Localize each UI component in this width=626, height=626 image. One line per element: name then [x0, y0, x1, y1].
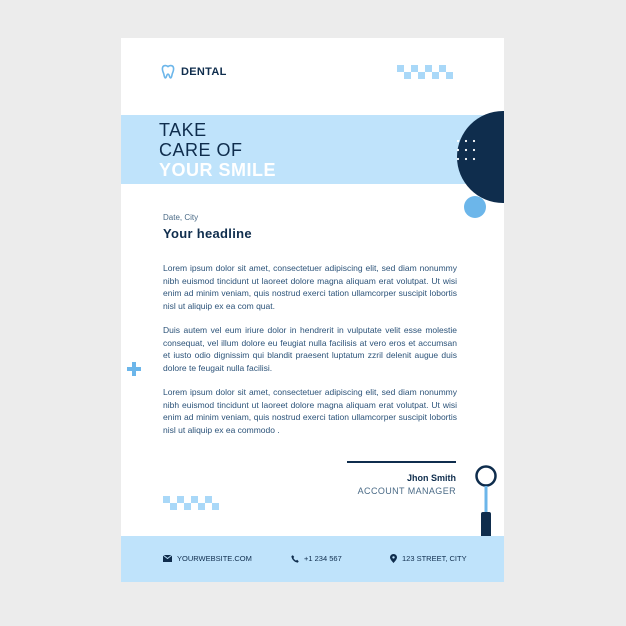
headline: Your headline: [163, 226, 252, 241]
tooth-icon: [161, 64, 175, 79]
signature-line: [347, 461, 456, 463]
body-paragraph-2: Duis autem vel eum iriure dolor in hendrerit in vulputate velit esse molestie consequat, vel illum dolore eu feugiat nulla facilisis at vero eros et accumsan et iusto odio dignissim qui blandit praesent luptatum zzril delenit augue duis dolore te feugait nulla facilisi.: [163, 325, 457, 373]
signature-role: ACCOUNT MANAGER: [357, 486, 456, 496]
title-line-2: CARE OF: [159, 140, 243, 160]
brand-name: DENTAL: [181, 65, 227, 78]
location-pin-icon: [390, 554, 397, 563]
letterhead-page: [121, 38, 504, 582]
checker-pattern-top: [397, 65, 453, 80]
footer-phone[interactable]: [291, 554, 342, 563]
website-text: YOURWEBSITE.COM: [177, 554, 252, 563]
footer-address[interactable]: [390, 554, 467, 563]
phone-icon: [291, 555, 299, 563]
address-text: 123 STREET, CITY: [402, 554, 467, 563]
title-line-1: TAKE: [159, 120, 207, 140]
checker-pattern-bottom: [163, 496, 219, 511]
plus-icon: [126, 361, 142, 377]
phone-text: +1 234 567: [304, 554, 342, 563]
footer-website[interactable]: [163, 554, 252, 563]
date-city: Date, City: [163, 213, 199, 222]
decorative-circle-graphic: [451, 86, 504, 228]
title-line-3: YOUR SMILE: [159, 160, 277, 180]
body-paragraph-1: Lorem ipsum dolor sit amet, consectetuer adipiscing elit, sed diam nonummy nibh euismod tincidunt ut laoreet dolore magna aliquam erat volutpat. Ut wisi enim ad minim veniam, quis nostrud exerci tation ullamcorper suscipit lobortis nisl ut aliquip ex ea com quat.: [163, 263, 457, 311]
email-icon: [163, 555, 172, 562]
signature-name: Jhon Smith: [407, 473, 456, 483]
brand-logo: [161, 64, 227, 79]
page-title: [159, 120, 276, 180]
body-paragraph-3: Lorem ipsum dolor sit amet, consectetuer adipiscing elit, sed diam nonummy nibh euismod tincidunt ut laoreet dolore magna aliquam erat volutpat. Ut wisi enim ad minim veniam, quis nostrud exerci tation ullamcorper suscipit lobortis nisl ut aliquip ex ea commodo .: [163, 387, 457, 435]
footer: [121, 536, 504, 582]
